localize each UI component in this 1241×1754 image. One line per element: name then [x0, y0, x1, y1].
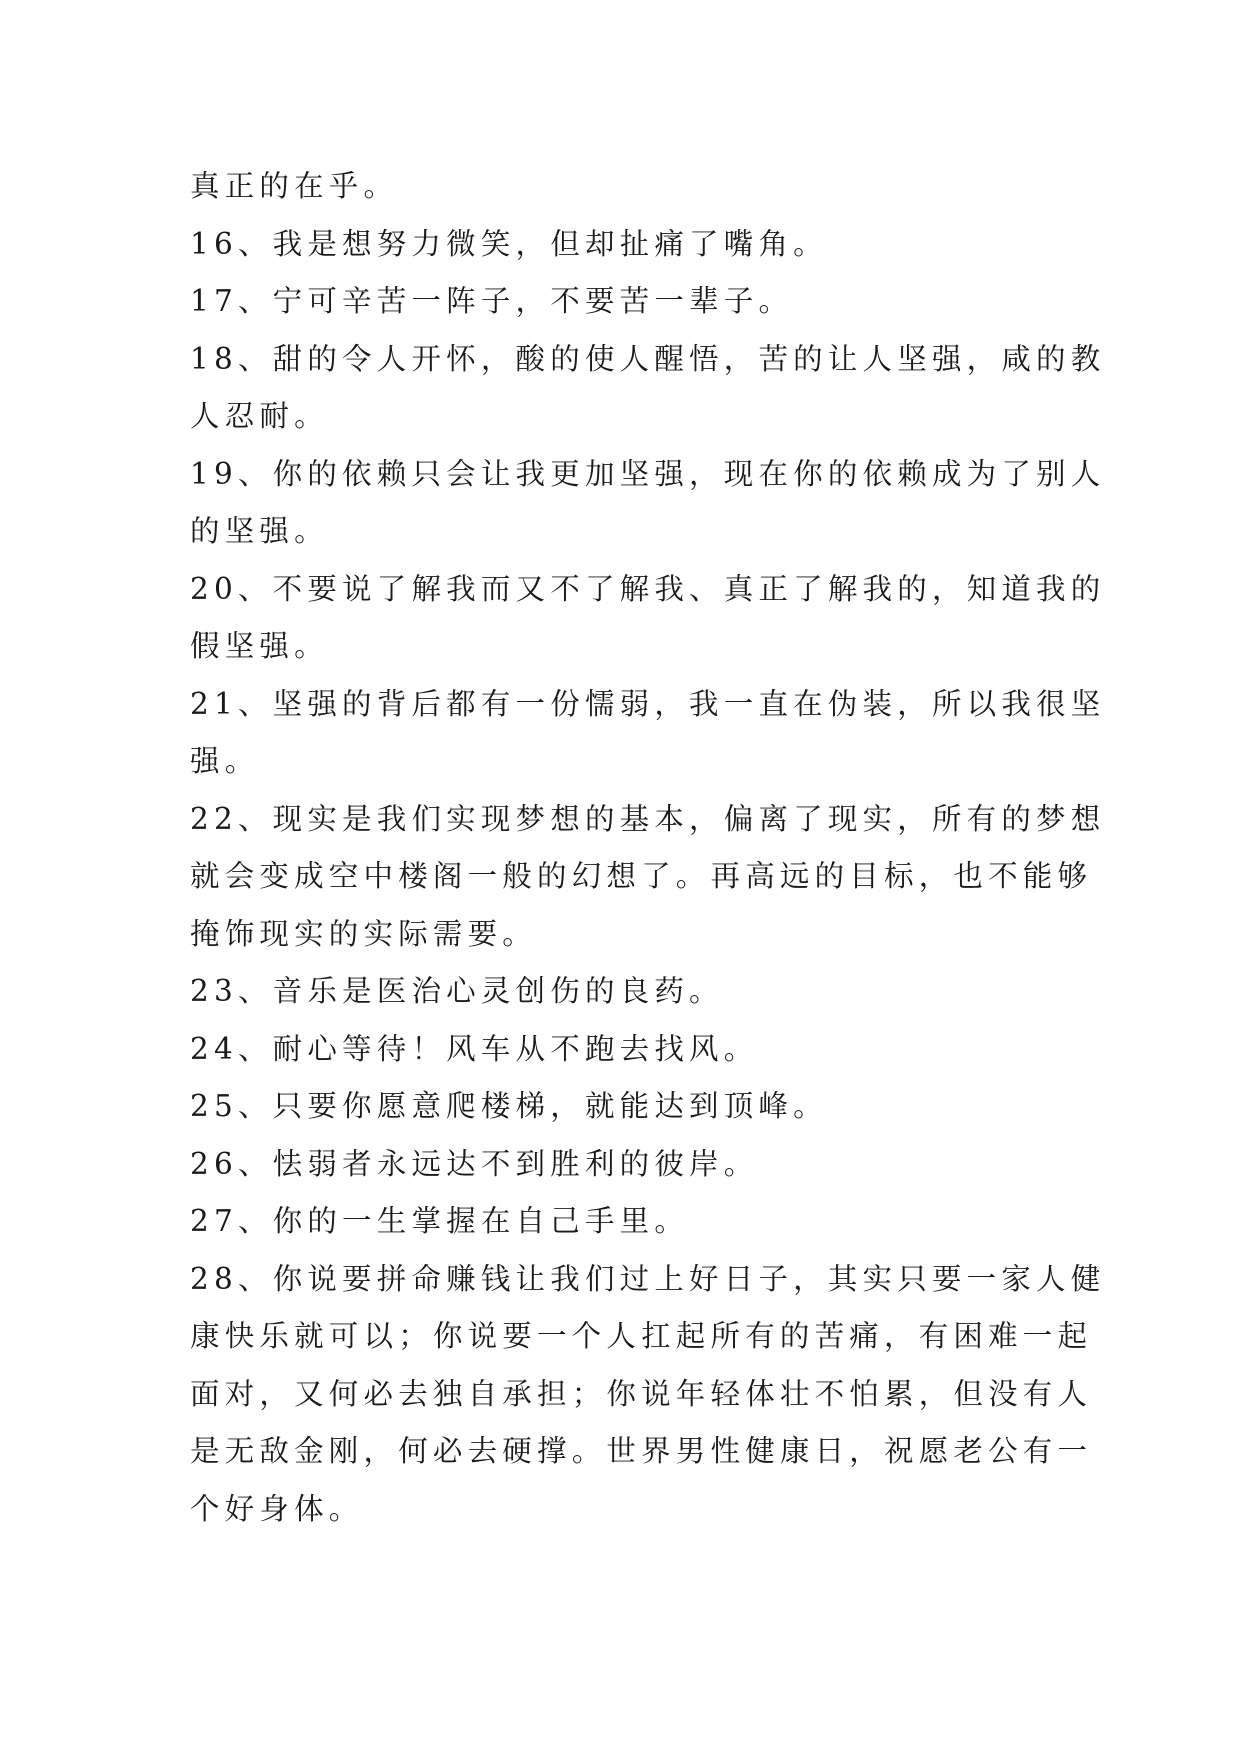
text-line: 28、你说要拼命赚钱让我们过上好日子，其实只要一家人健	[190, 1261, 1106, 1296]
text-line: 掩饰现实的实际需要。	[190, 916, 538, 951]
text-line: 个好身体。	[190, 1491, 364, 1526]
text-line: 19、你的依赖只会让我更加坚强，现在你的依赖成为了别人	[190, 456, 1106, 491]
text-line: 康快乐就可以；你说要一个人扛起所有的苦痛，有困难一起	[190, 1319, 1093, 1353]
text-line: 强。	[190, 744, 260, 778]
text-line: 真正的在乎。	[190, 169, 399, 203]
text-line: 20、不要说了解我而又不了解我、真正了解我的，知道我的	[190, 571, 1106, 606]
text-line: 17、宁可辛苦一阵子，不要苦一辈子。	[190, 284, 794, 318]
text-line: 16、我是想努力微笑，但却扯痛了嘴角。	[190, 226, 828, 261]
text-line: 是无敌金刚，何必去硬撑。世界男性健康日，祝愿老公有一	[190, 1434, 1093, 1468]
document-body	[190, 158, 1106, 1538]
text-line: 26、怯弱者永远达不到胜利的彼岸。	[190, 1146, 759, 1181]
text-line: 18、甜的令人开怀，酸的使人醒悟，苦的让人坚强，咸的教	[190, 341, 1106, 376]
text-line: 假坚强。	[190, 629, 329, 663]
text-line: 就会变成空中楼阁一般的幻想了。再高远的目标，也不能够	[190, 859, 1093, 893]
text-line: 面对，又何必去独自承担；你说年轻体壮不怕累，但没有人	[190, 1376, 1093, 1411]
text-line: 22、现实是我们实现梦想的基本，偏离了现实，所有的梦想	[190, 801, 1106, 836]
text-line: 27、你的一生掌握在自己手里。	[190, 1204, 690, 1238]
text-line: 25、只要你愿意爬楼梯，就能达到顶峰。	[190, 1089, 828, 1123]
text-line: 21、坚强的背后都有一份懦弱，我一直在伪装，所以我很坚	[190, 686, 1106, 721]
text-line: 的坚强。	[190, 514, 329, 548]
text-line: 23、音乐是医治心灵创伤的良药。	[190, 974, 724, 1008]
text-line: 24、耐心等待！风车从不跑去找风。	[190, 1031, 759, 1066]
text-line: 人忍耐。	[190, 399, 329, 433]
